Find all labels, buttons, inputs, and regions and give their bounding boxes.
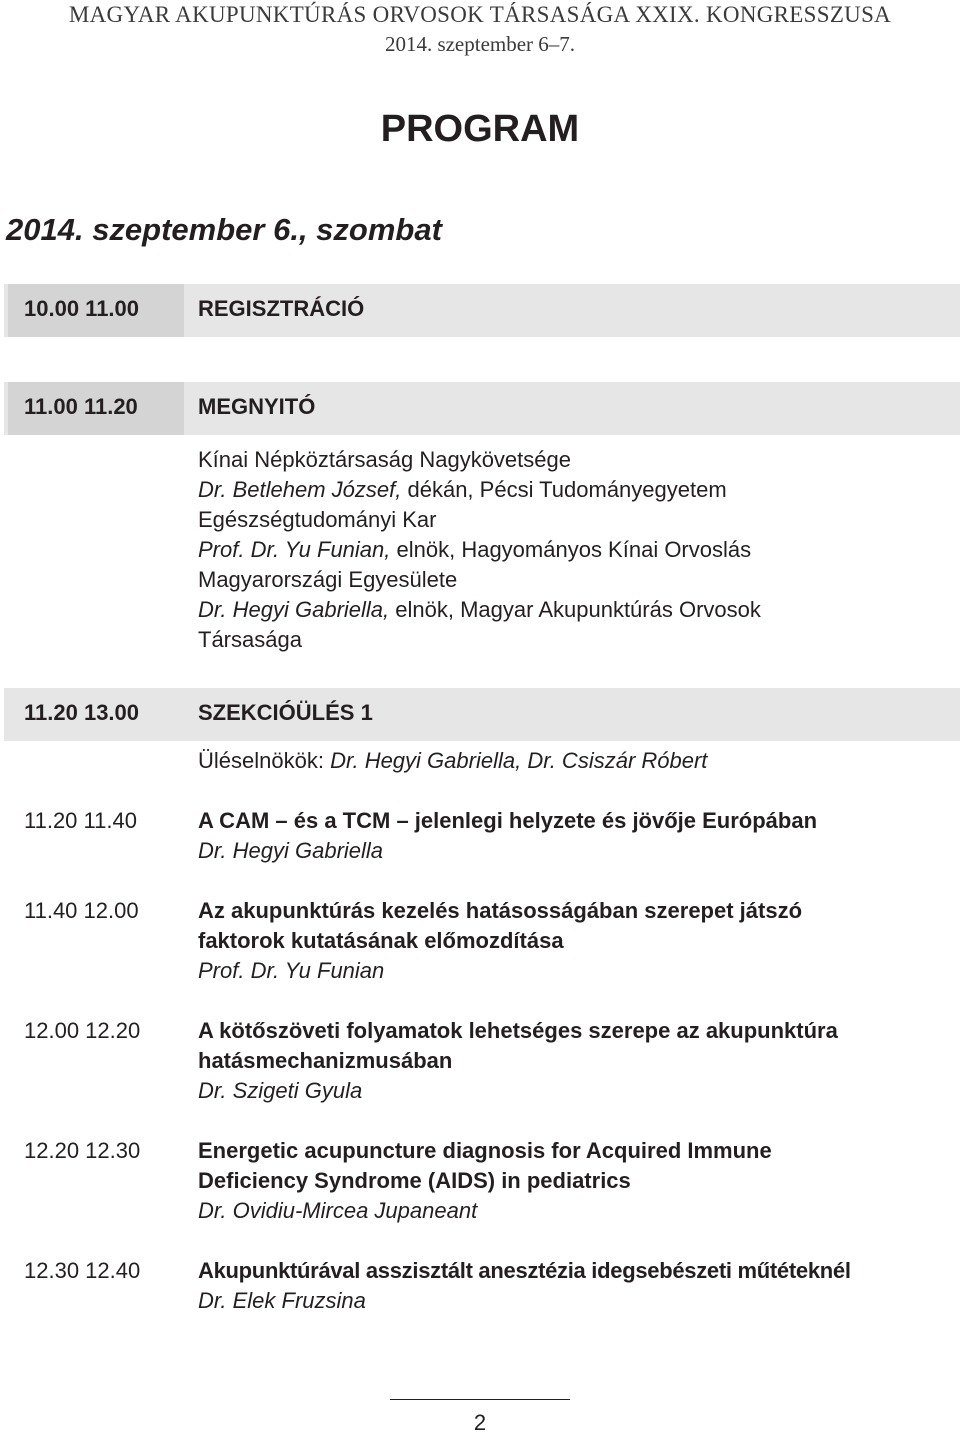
opening-line: Társasága bbox=[198, 627, 302, 652]
opening-line: Prof. Dr. Yu Funian, elnök, Hagyományos Kínai Orvoslás bbox=[198, 537, 752, 562]
talk-title: Az akupunktúrás kezelés hatásosságában szerepet játszó bbox=[198, 898, 803, 923]
talk-title: A kötőszöveti folyamatok lehetséges szerepe az akupunktúra bbox=[198, 1018, 838, 1043]
talk-speaker: Prof. Dr. Yu Funian bbox=[198, 958, 385, 983]
talk-time: 11.40 12.00 bbox=[24, 898, 139, 923]
opening-time: 11.00 11.20 bbox=[24, 394, 138, 419]
registration-label: REGISZTRÁCIÓ bbox=[198, 296, 365, 321]
footer-rule bbox=[390, 1399, 570, 1400]
page-number: 2 bbox=[473, 1410, 487, 1435]
session1-band bbox=[4, 688, 960, 741]
talk-title: Akupunktúrával asszisztált anesztézia idegsebészeti műtéteknél bbox=[198, 1258, 851, 1283]
talk-time: 12.20 12.30 bbox=[24, 1138, 141, 1163]
talk-speaker: Dr. Hegyi Gabriella bbox=[198, 838, 384, 863]
session1-time: 11.20 13.00 bbox=[24, 700, 140, 725]
opening-line: Egészségtudományi Kar bbox=[198, 507, 437, 532]
talk-title: Energetic acupuncture diagnosis for Acquired Immune bbox=[198, 1138, 772, 1163]
opening-line: Dr. Hegyi Gabriella, elnök, Magyar Akupunktúrás Orvosok bbox=[198, 597, 761, 622]
talk-speaker: Dr. Ovidiu-Mircea Jupaneant bbox=[198, 1198, 478, 1223]
talk-title: A CAM – és a TCM – jelenlegi helyzete és jövője Európában bbox=[198, 808, 818, 833]
opening-line: Magyarországi Egyesülete bbox=[198, 567, 458, 592]
congress-title: MAGYAR AKUPUNKTÚRÁS ORVOSOK TÁRSASÁGA XXIX. KONGRESSZUSA bbox=[68, 2, 892, 27]
talk-speaker: Dr. Elek Fruzsina bbox=[198, 1288, 366, 1313]
day-heading: 2014. szeptember 6., szombat bbox=[6, 212, 442, 247]
talk-title: faktorok kutatásának előmozdítása bbox=[198, 928, 564, 953]
talk-title: Deficiency Syndrome (AIDS) in pediatrics bbox=[198, 1168, 631, 1193]
registration-band bbox=[4, 284, 960, 337]
talk-time: 12.30 12.40 bbox=[24, 1258, 141, 1283]
opening-band bbox=[4, 382, 960, 435]
talk-title: hatásmechanizmusában bbox=[198, 1048, 453, 1073]
program-title: PROGRAM bbox=[380, 108, 580, 150]
talk-speaker: Dr. Szigeti Gyula bbox=[198, 1078, 363, 1103]
talk-time: 11.20 11.40 bbox=[24, 808, 137, 833]
registration-time: 10.00 11.00 bbox=[24, 296, 140, 321]
opening-line: Dr. Betlehem József, dékán, Pécsi Tudományegyetem bbox=[198, 477, 727, 502]
opening-line: Kínai Népköztársaság Nagykövetsége bbox=[198, 447, 571, 472]
session-chairs: Üléselnökök: Dr. Hegyi Gabriella, Dr. Csiszár Róbert bbox=[198, 748, 708, 773]
opening-label: MEGNYITÓ bbox=[198, 394, 316, 419]
congress-date: 2014. szeptember 6–7. bbox=[384, 32, 576, 56]
session1-label: SZEKCIÓÜLÉS 1 bbox=[198, 700, 373, 725]
talk-time: 12.00 12.20 bbox=[24, 1018, 141, 1043]
